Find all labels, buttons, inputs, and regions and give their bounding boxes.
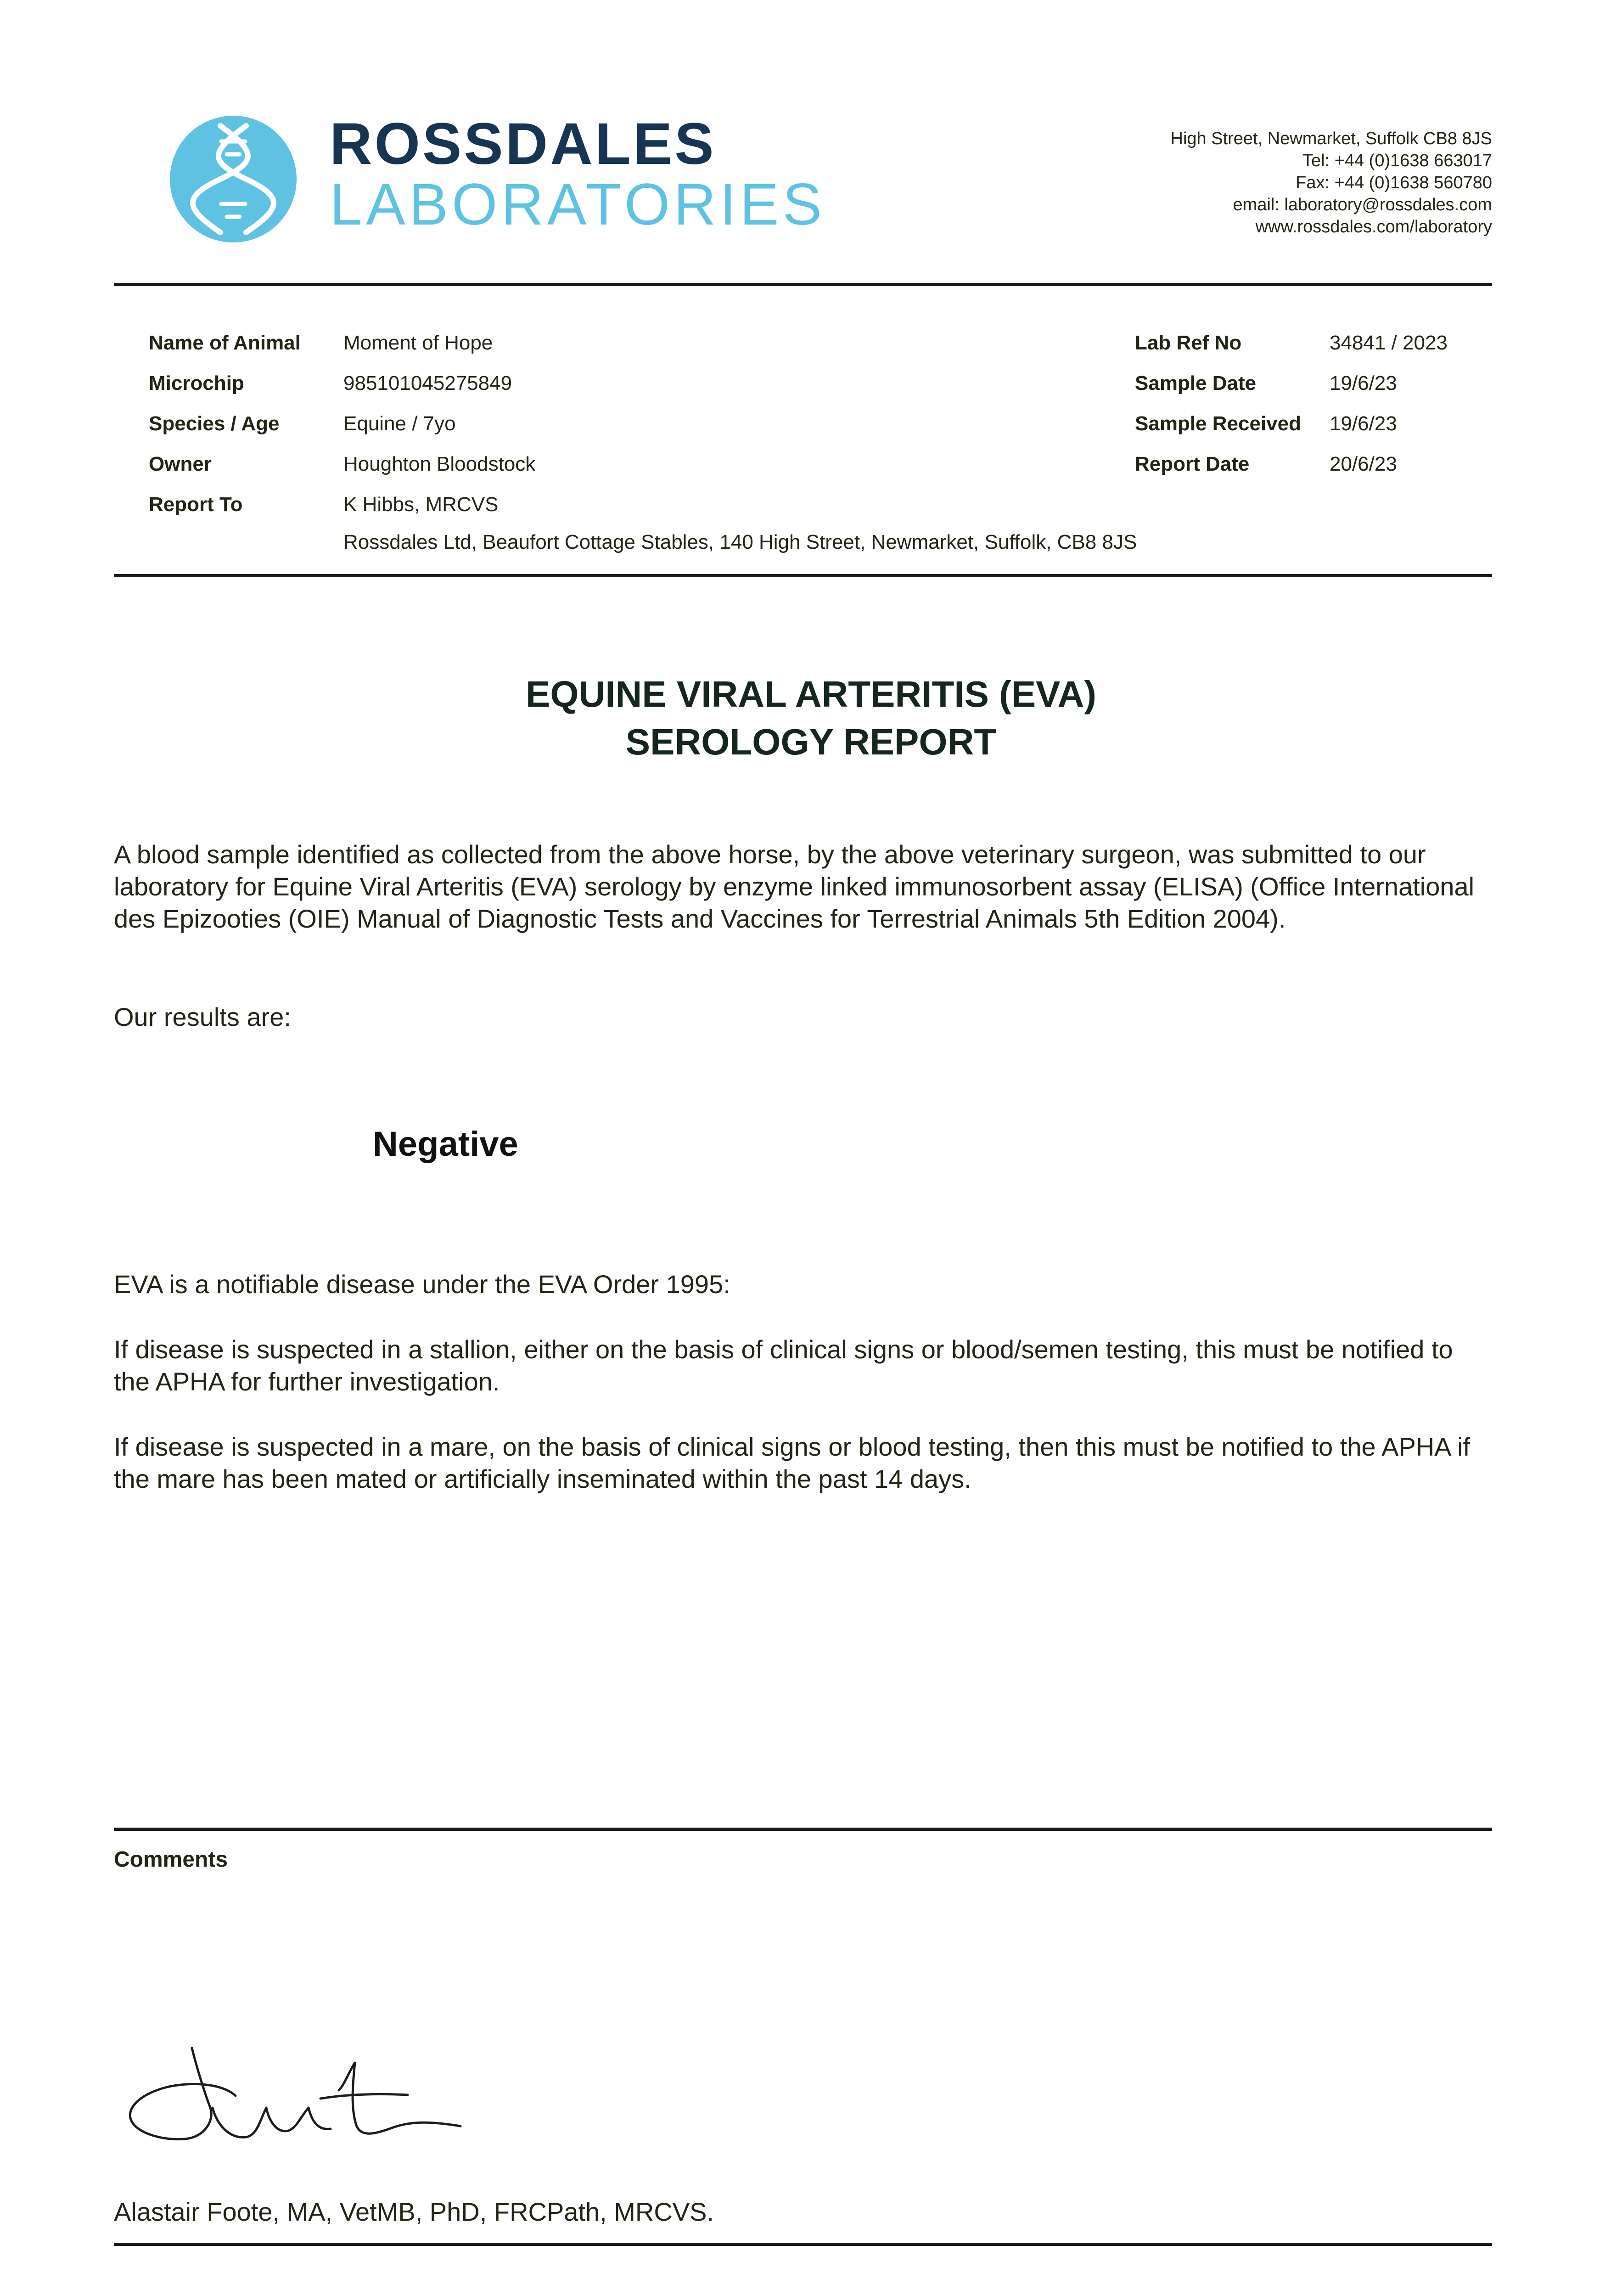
- report-date-label: Report Date: [1135, 453, 1250, 475]
- comments-label: Comments: [114, 1847, 228, 1872]
- sample-date-value: 19/6/23: [1330, 372, 1397, 394]
- mare-paragraph: If disease is suspected in a mare, on the basis of clinical signs or blood testing, then this must be notified to the APHA if the mare has been mated or artificially inseminated within the past 14 days.: [114, 1432, 1470, 1493]
- lab-fax: Fax: +44 (0)1638 560780: [1296, 173, 1492, 192]
- species-age-value: Equine / 7yo: [343, 412, 456, 435]
- brand-subname: LABORATORIES: [330, 172, 825, 237]
- header-divider: [114, 283, 1492, 286]
- comments-divider: [114, 1828, 1492, 1831]
- lab-website: www.rossdales.com/laboratory: [1255, 217, 1492, 236]
- brand-name: ROSSDALES: [330, 111, 716, 177]
- contact-block: [1171, 128, 1492, 238]
- report-to-value: K Hibbs, MRCVS: [343, 493, 499, 516]
- report-to-address: Rossdales Ltd, Beaufort Cottage Stables, 140 High Street, Newmarket, Suffolk, CB8 8JS: [343, 531, 1137, 553]
- info-divider: [114, 574, 1492, 577]
- lab-ref-label: Lab Ref No: [1135, 332, 1242, 354]
- signature-image: [123, 2039, 472, 2158]
- owner-value: Houghton Bloodstock: [343, 453, 536, 475]
- microchip-value: 985101045275849: [343, 372, 512, 394]
- sample-date-label: Sample Date: [1135, 372, 1257, 394]
- lab-ref-value: 34841 / 2023: [1330, 332, 1448, 354]
- signatory-name: Alastair Foote, MA, VetMB, PhD, FRCPath, MRCVS.: [114, 2197, 714, 2226]
- microchip-label: Microchip: [149, 372, 244, 394]
- lab-address: High Street, Newmarket, Suffolk CB8 8JS: [1170, 129, 1492, 148]
- notifiable-paragraph: EVA is a notifiable disease under the EVA Order 1995:: [114, 1270, 730, 1299]
- report-title: [0, 670, 1622, 766]
- species-age-label: Species / Age: [149, 412, 280, 435]
- sample-received-value: 19/6/23: [1330, 412, 1397, 435]
- name-of-animal-label: Name of Animal: [149, 332, 301, 354]
- results-intro: Our results are:: [114, 1002, 291, 1031]
- owner-label: Owner: [149, 453, 212, 475]
- dna-helix-icon: [170, 116, 297, 242]
- report-title-line2: SEROLOGY REPORT: [625, 721, 997, 762]
- report-to-label: Report To: [149, 493, 243, 516]
- report-date-value: 20/6/23: [1330, 453, 1397, 475]
- report-title-line1: EQUINE VIRAL ARTERITIS (EVA): [525, 674, 1097, 715]
- lab-email: email: laboratory@rossdales.com: [1233, 195, 1492, 214]
- name-of-animal-value: Moment of Hope: [343, 332, 493, 354]
- stallion-paragraph: If disease is suspected in a stallion, either on the basis of clinical signs or blood/semen testing, this must be notified to the APHA for further investigation.: [114, 1335, 1453, 1396]
- sample-received-label: Sample Received: [1135, 412, 1301, 435]
- intro-paragraph: A blood sample identified as collected from the above horse, by the above veterinary surgeon, was submitted to our laboratory for Equine Viral Arteritis (EVA) serology by enzyme linked immunosorbent assay (ELISA) (Office International des Epizooties (OIE) Manual of Diagnostic Tests and Vaccines for Terrestrial Animals 5th Edition 2004).: [114, 840, 1475, 933]
- lab-tel: Tel: +44 (0)1638 663017: [1302, 151, 1492, 170]
- result-value: Negative: [373, 1125, 518, 1164]
- footer-divider: [114, 2243, 1492, 2246]
